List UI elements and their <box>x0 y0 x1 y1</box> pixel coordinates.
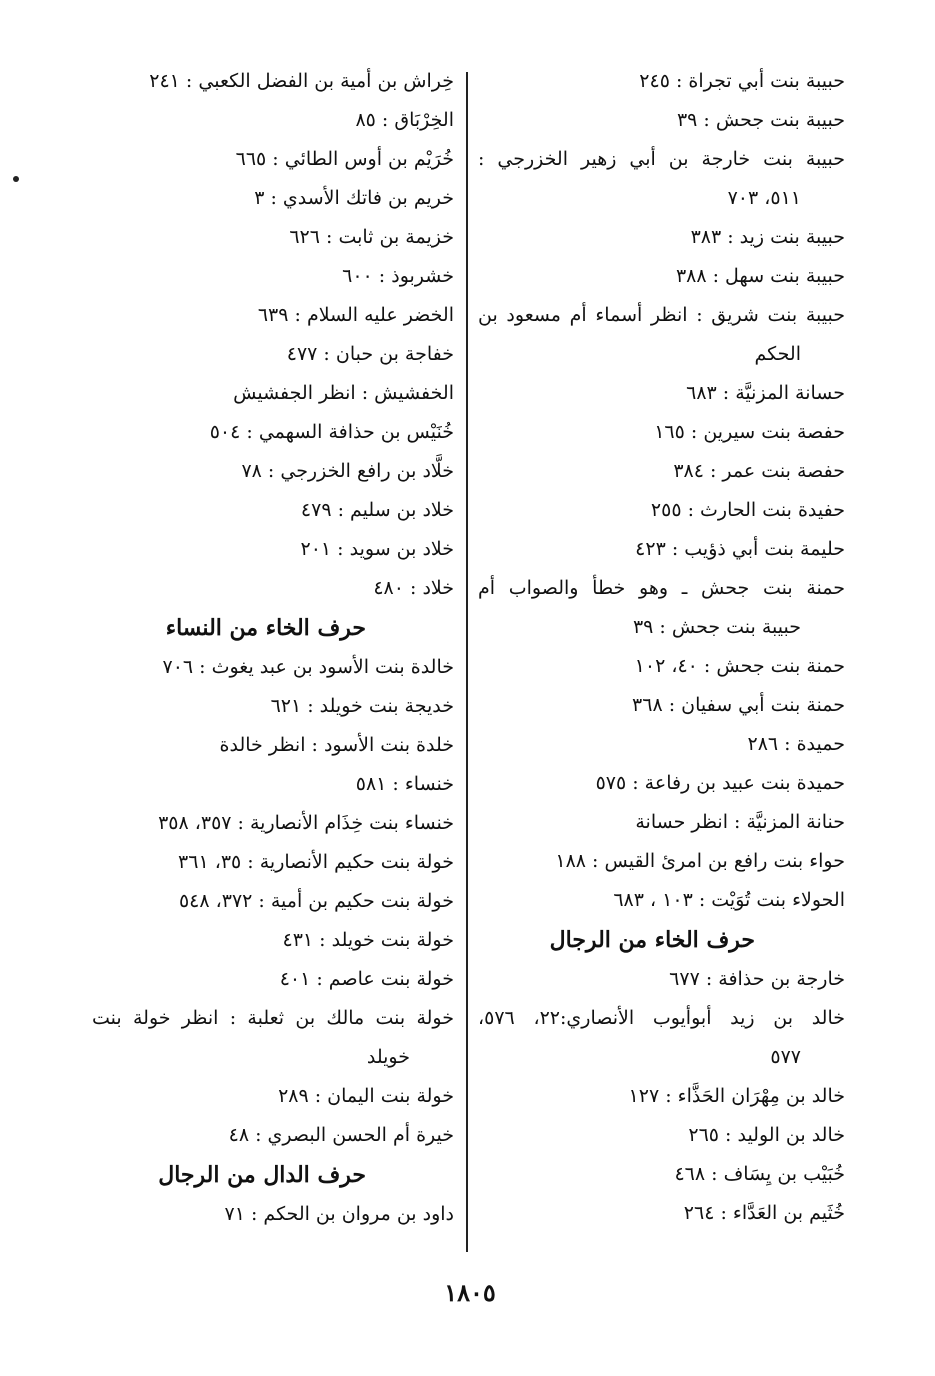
index-entry: خالدة بنت الأسود بن عبد يغوث : ٧٠٦ <box>162 656 454 678</box>
index-entry: خلدة بنت الأسود : انظر خالدة <box>219 734 454 756</box>
index-entry: خولة بنت عاصم : ٤٠١ <box>279 968 454 990</box>
index-entry: حبيبة بنت شريق : انظر أسماء أم مسعود بن <box>478 304 845 326</box>
index-entry: حمنة بنت جحش : ٤٠، ١٠٢ <box>634 655 845 677</box>
index-entry: خُرَيْم بن أوس الطائي : ٦٦٥ <box>235 148 454 170</box>
index-entry: خيرة أم الحسن البصري : ٤٨ <box>228 1124 454 1146</box>
index-entry: حسانة المزنيَّة : ٦٨٣ <box>686 382 845 404</box>
index-entry: حمنة بنت أبي سفيان : ٣٦٨ <box>632 694 845 716</box>
page-number: ١٨٠٥ <box>444 1278 496 1307</box>
index-entry: خلاد : ٤٨٠ <box>373 577 454 599</box>
index-entry: حفيدة بنت الحارث : ٢٥٥ <box>650 499 845 521</box>
index-entry: خارجة بن حذافة : ٦٧٧ <box>669 968 845 990</box>
index-entry: خريم بن فاتك الأسدي : ٣ <box>254 187 454 209</box>
index-entry: حبيبة بنت جحش : ٣٩ <box>676 109 845 131</box>
index-entry: حفصة بنت سيرين : ١٦٥ <box>654 421 845 443</box>
index-entry: خُنَيْس بن حذافة السهمي : ٥٠٤ <box>209 421 454 443</box>
index-entry: خولة بنت خويلد : ٤٣١ <box>282 929 454 951</box>
index-entry: خويلد <box>366 1046 410 1068</box>
index-entry: حبيبة بنت أبي تجراة : ٢٤٥ <box>639 70 845 92</box>
index-entry: ٥٧٧ <box>770 1046 801 1068</box>
index-entry: خلَّاد بن رافع الخزرجي : ٧٨ <box>241 460 454 482</box>
index-entry: خُبَيْب بن يِسَاف : ٤٦٨ <box>674 1163 845 1185</box>
index-entry: الحكم <box>754 343 801 365</box>
index-entry: خُثَيم بن العَدَّاء : ٢٦٤ <box>683 1202 845 1224</box>
index-entry: ٥١١، ٧٠٣ <box>727 187 801 209</box>
index-entry: خشربوذ : ٦٠٠ <box>342 265 454 287</box>
section-heading: حرف الدال من الرجال <box>158 1162 366 1188</box>
index-entry: خالد بن الوليد : ٢٦٥ <box>688 1124 845 1146</box>
index-entry: خالد بن زيد أبوأيوب الأنصاري:٢٢، ٥٧٦، <box>478 1007 845 1029</box>
index-entry: خولة بنت حكيم بن أمية : ٣٧٢، ٥٤٨ <box>178 890 454 912</box>
index-entry: حبيبة بنت زيد : ٣٨٣ <box>690 226 845 248</box>
index-entry: خلاد بن سليم : ٤٧٩ <box>300 499 454 521</box>
index-entry: حنانة المزنيَّة : انظر حسانة <box>635 811 845 833</box>
index-entry: خفاجة بن حبان : ٤٧٧ <box>286 343 454 365</box>
index-entry: داود بن مروان بن الحكم : ٧١ <box>224 1203 454 1225</box>
index-entry: خزيمة بن ثابت : ٦٢٦ <box>289 226 454 248</box>
index-entry: خِراش بن أمية بن الفضل الكعبي : ٢٤١ <box>149 70 454 92</box>
section-heading: حرف الخاء من النساء <box>165 615 366 641</box>
index-entry: حفصة بنت عمر : ٣٨٤ <box>673 460 845 482</box>
index-entry: الخفشيش : انظر الجفشيش <box>233 382 454 404</box>
index-entry: خولة بنت مالك بن ثعلبة : انظر خولة بنت <box>92 1007 454 1029</box>
index-entry: حبيبة بنت سهل : ٣٨٨ <box>675 265 845 287</box>
index-entry: خولة بنت اليمان : ٢٨٩ <box>278 1085 454 1107</box>
index-entry: الحولاء بنت تُوَيْت : ١٠٣ ، ٦٨٣ <box>613 889 845 911</box>
index-entry: خالد بن مِهْرَان الحَذَّاء : ١٢٧ <box>628 1085 845 1107</box>
index-entry: حواء بنت رافع بن امرئ القيس : ١٨٨ <box>555 850 845 872</box>
index-entry: خديجة بنت خويلد : ٦٢١ <box>270 695 454 717</box>
index-entry: حميدة : ٢٨٦ <box>747 733 845 755</box>
index-entry: خنساء : ٥٨١ <box>355 773 454 795</box>
index-entry: خلاد بن سويد : ٢٠١ <box>300 538 454 560</box>
right-column <box>478 62 845 1233</box>
section-heading: حرف الخاء من الرجال <box>549 927 755 953</box>
index-entry: حبيبة بنت خارجة بن أبي زهير الخزرجي : <box>478 148 845 170</box>
index-entry: حليمة بنت أبي ذؤيب : ٤٢٣ <box>635 538 845 560</box>
index-entry: الخِرْبَاق : ٨٥ <box>355 109 454 131</box>
index-entry: خنساء بنت خِذَام الأنصارية : ٣٥٧، ٣٥٨ <box>158 812 454 834</box>
index-entry: الخضر عليه السلام : ٦٣٩ <box>257 304 454 326</box>
index-entry: حميدة بنت عبيد بن رفاعة : ٥٧٥ <box>595 772 845 794</box>
left-column <box>92 62 454 1234</box>
index-entry: خولة بنت حكيم الأنصارية : ٣٥، ٣٦١ <box>178 851 454 873</box>
margin-mark <box>13 176 19 182</box>
index-entry: حبيبة بنت جحش : ٣٩ <box>632 616 801 638</box>
column-divider <box>466 72 468 1252</box>
index-entry: حمنة بنت جحش ـ وهو خطأ والصواب أم <box>478 577 845 599</box>
